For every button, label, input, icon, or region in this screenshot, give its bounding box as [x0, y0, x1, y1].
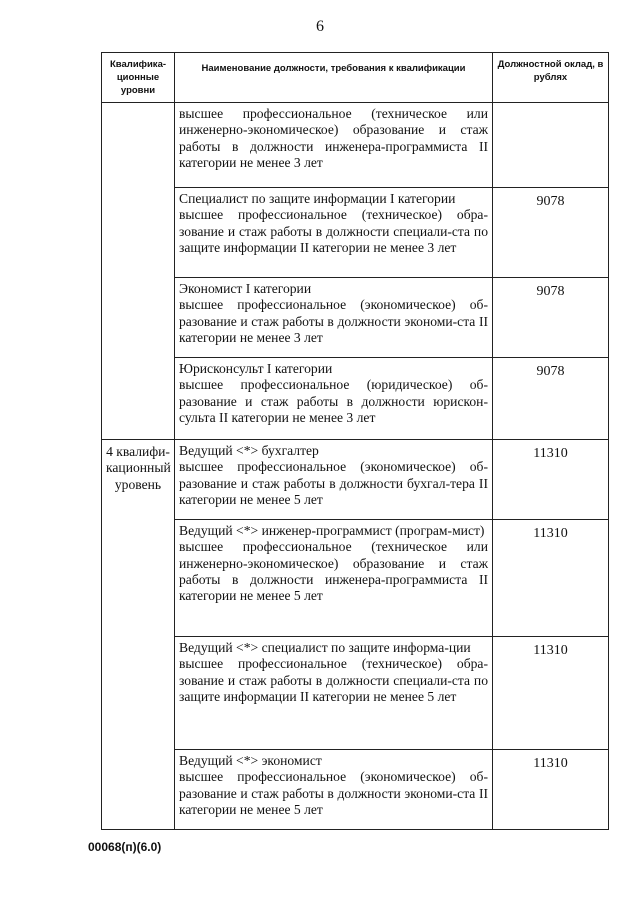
- salary-cell: 11310: [493, 750, 609, 830]
- position-requirement: высшее профессиональное (техническое) обра-зование и стаж работы в должности специали-ста по защите информации II категории не менее 5 лет: [179, 656, 488, 704]
- table-row: [102, 278, 609, 358]
- document-code: 00068(п)(6.0): [88, 840, 162, 854]
- qualification-table: [101, 52, 609, 830]
- position-title: Ведущий <*> бухгалтер: [179, 443, 319, 458]
- position-requirement: высшее профессиональное (техническое или инженерно-экономическое) образование и стаж работы в должности инженера-программиста II категории не менее 3 лет: [179, 106, 488, 170]
- table-row: [102, 103, 609, 188]
- position-cell: [175, 750, 493, 830]
- position-cell: [175, 188, 493, 278]
- table-row: [102, 637, 609, 750]
- salary-cell: 11310: [493, 440, 609, 520]
- position-requirement: высшее профессиональное (экономическое) об-разование и стаж работы в должности бухгал-тера II категории не менее 5 лет: [179, 459, 488, 507]
- salary-cell: [493, 103, 609, 188]
- table-row: [102, 440, 609, 520]
- position-cell: [175, 440, 493, 520]
- header-qualification-levels: Квалифика-ционные уровни: [102, 53, 175, 103]
- salary-cell: 9078: [493, 358, 609, 440]
- table-row: [102, 188, 609, 278]
- position-requirement: высшее профессиональное (экономическое) об-разование и стаж работы в должности экономи-ста II категории не менее 3 лет: [179, 297, 488, 345]
- position-requirement: высшее профессиональное (техническое) обра-зование и стаж работы в должности специали-ста по защите информации II категории не менее 3 лет: [179, 207, 488, 255]
- page-number: 6: [316, 18, 324, 35]
- position-cell: [175, 520, 493, 637]
- table-row: [102, 750, 609, 830]
- position-requirement: высшее профессиональное (экономическое) об-разование и стаж работы в должности экономи-ста II категории не менее 5 лет: [179, 769, 488, 817]
- qualification-level-cell: 4 квалифи-кационный уровень: [102, 440, 175, 830]
- position-cell: [175, 278, 493, 358]
- table-header-row: [102, 53, 609, 103]
- salary-cell: 11310: [493, 637, 609, 750]
- position-title: Юрисконсульт I категории: [179, 361, 333, 376]
- salary-cell: 9078: [493, 188, 609, 278]
- position-title: Экономист I категории: [179, 281, 312, 296]
- position-cell: [175, 358, 493, 440]
- position-title: Ведущий <*> специалист по защите информа-ции: [179, 640, 471, 655]
- table-row: [102, 520, 609, 637]
- position-title: Специалист по защите информации I категории: [179, 191, 456, 206]
- position-requirement: высшее профессиональное (юридическое) об-разование и стаж работы в должности юрискон-сульта II категории не менее 3 лет: [179, 377, 488, 425]
- position-cell: [175, 103, 493, 188]
- salary-cell: 9078: [493, 278, 609, 358]
- header-salary: Должностной оклад, в рублях: [493, 53, 609, 103]
- salary-cell: 11310: [493, 520, 609, 637]
- position-requirement: высшее профессиональное (техническое или инженерно-экономическое) образование и стаж работы в должности инженера-программиста II категории не менее 5 лет: [179, 539, 488, 604]
- position-title: Ведущий <*> экономист: [179, 753, 322, 768]
- header-position-requirements: Наименование должности, требования к квалификации: [175, 53, 493, 103]
- position-title: Ведущий <*> инженер-программист (програм-мист): [179, 523, 485, 538]
- position-cell: [175, 637, 493, 750]
- qualification-level-cell: [102, 103, 175, 440]
- table-row: [102, 358, 609, 440]
